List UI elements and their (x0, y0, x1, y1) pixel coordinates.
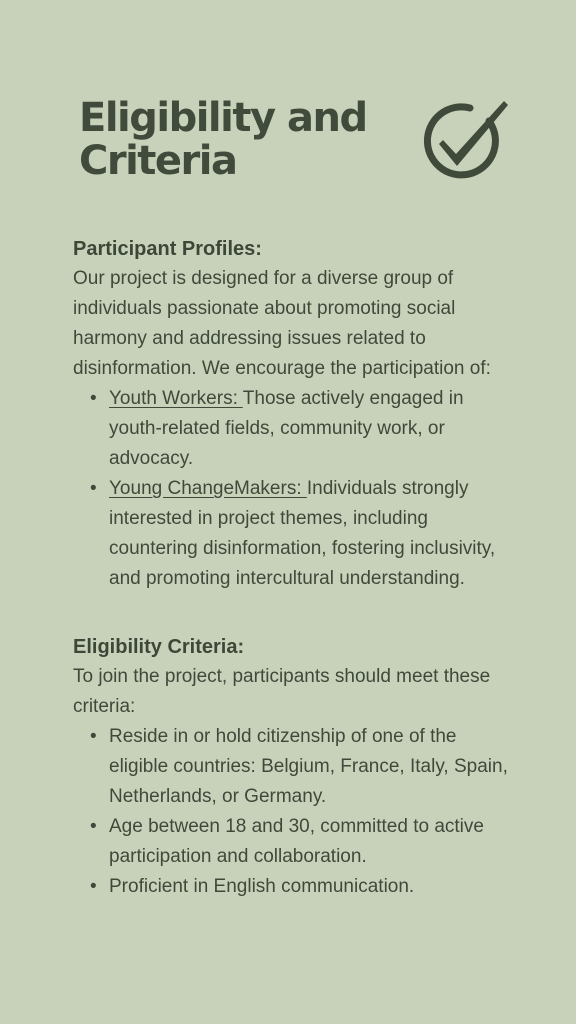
criterion-text: Age between 18 and 30, committed to active participation and collaboration. (109, 816, 484, 867)
list-item (73, 812, 513, 872)
bullet-icon: • (90, 726, 97, 747)
list-item (73, 872, 513, 902)
profile-description: Those actively engaged in youth-related fields, community work, or advocacy. (109, 388, 464, 469)
page-title-line-2: Criteria (79, 138, 237, 184)
bullet-icon: • (90, 478, 97, 499)
content (73, 234, 513, 902)
eligibility-criteria-intro: To join the project, participants should meet these criteria: (73, 666, 491, 717)
bullet-icon: • (90, 816, 97, 837)
eligibility-criteria-heading: Eligibility Criteria: (73, 636, 245, 658)
bullet-icon: • (90, 388, 97, 409)
profile-term: Young ChangeMakers: (109, 478, 307, 499)
profile-description: Individuals strongly interested in project themes, including countering disinformation, fostering inclusivity, and promoting intercultural understanding. (109, 478, 496, 589)
criterion-text: Reside in or hold citizenship of one of the eligible countries: Belgium, France, Italy, Spain, Netherlands, or Germany. (109, 726, 508, 807)
page-title-line-1: Eligibility and (79, 95, 367, 141)
eligibility-criteria-list (73, 722, 513, 902)
page-title (79, 97, 399, 183)
profile-term: Youth Workers: (109, 388, 243, 409)
list-item (73, 722, 513, 812)
participant-profiles-heading: Participant Profiles: (73, 238, 262, 260)
list-item (73, 474, 513, 594)
eligibility-criteria-section (73, 632, 513, 902)
criterion-text: Proficient in English communication. (109, 876, 415, 897)
participant-profiles-section (73, 234, 513, 594)
section-spacer (73, 594, 513, 632)
participant-profiles-list (73, 384, 513, 594)
participant-profiles-intro: Our project is designed for a diverse group of individuals passionate about promoting social harmony and addressing issues related to disinformation. We encourage the participation of: (73, 268, 491, 379)
list-item (73, 384, 513, 474)
bullet-icon: • (90, 876, 97, 897)
check-circle-icon (418, 96, 512, 180)
